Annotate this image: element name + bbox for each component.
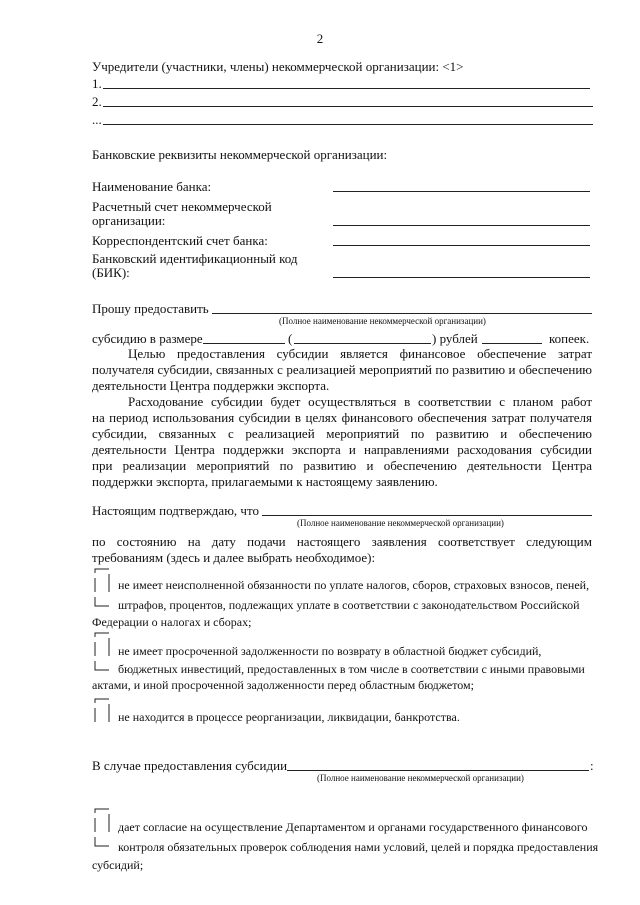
option-reorganization-line-1: не находится в процессе реорганизации, ликвидации, банкротства. <box>118 710 460 724</box>
founder-item-2-number: 2. <box>92 94 102 109</box>
founder-item-more-field[interactable] <box>103 124 593 125</box>
subsidy-amount-prefix: субсидию в размере <box>92 331 203 346</box>
purpose-line-1: Целью предоставления субсидии является финансовое обеспечение затрат <box>128 346 592 361</box>
option-debt-line-2: бюджетных инвестиций, предоставленных в том числе в соответствии с иными правовыми <box>118 662 585 676</box>
expense-line-4: деятельности Центра поддержки экспорта и направлениями расходования субсидии <box>92 442 592 457</box>
request-organization-hint: (Полное наименование некоммерческой организации) <box>279 316 486 326</box>
corr-account-label: Корреспондентский счет банка: <box>92 233 268 248</box>
subsidy-amount-open-paren: ( <box>288 331 293 346</box>
expense-line-6: поддержки экспорта, прилагаемыми к настоящему заявлению. <box>92 474 438 489</box>
corr-account-field[interactable] <box>333 245 590 246</box>
option-consent-line-2: контроля обязательных проверок соблюдения нами условий, целей и порядка предоставления <box>118 840 599 854</box>
expense-line-3: субсидии, связанных с реализацией мероприятий по развитию и обеспечению <box>92 426 592 441</box>
bik-field[interactable] <box>333 277 590 278</box>
subsidy-amount-words-field[interactable] <box>294 343 431 344</box>
option-debt-checkbox[interactable] <box>94 632 110 674</box>
expense-line-1: Расходование субсидии будет осуществляться в соответствии с планом работ <box>128 394 592 409</box>
confirm-organization-hint: (Полное наименование некоммерческой организации) <box>297 518 504 528</box>
subsidy-case-colon: : <box>590 758 594 773</box>
founder-item-2-field[interactable] <box>103 106 593 107</box>
bik-label-line2: (БИК): <box>92 265 130 280</box>
founder-item-1-number: 1. <box>92 76 102 91</box>
request-prefix: Прошу предоставить <box>92 301 209 316</box>
purpose-line-2: получателя субсидии, связанных с реализацией мероприятий по развитию и обеспечению <box>92 362 592 377</box>
expense-line-5: при реализации мероприятий по развитию и обеспечению деятельности Центра <box>92 458 592 473</box>
settlement-account-field[interactable] <box>333 225 590 226</box>
settlement-account-label-line1: Расчетный счет некоммерческой <box>92 199 272 214</box>
confirm-line-1: по состоянию на дату подачи настоящего заявления соответствует следующим <box>92 534 592 549</box>
founder-item-1-field[interactable] <box>103 88 590 89</box>
page-number: 2 <box>316 31 324 46</box>
option-debt-line-1: не имеет просроченной задолженности по возврату в областной бюджет субсидий, <box>118 644 542 658</box>
kopeks-label: копеек. <box>549 331 590 346</box>
rubles-label: ) рублей <box>432 331 478 346</box>
confirm-prefix: Настоящим подтверждаю, что <box>92 503 259 518</box>
subsidy-case-prefix: В случае предоставления субсидии <box>92 758 288 773</box>
request-organization-field[interactable] <box>212 313 592 314</box>
kopeks-field[interactable] <box>482 343 542 344</box>
option-tax-line-2: штрафов, процентов, подлежащих уплате в соответствии с законодательством Российской <box>118 598 580 612</box>
option-tax-line-3: Федерации о налогах и сборах; <box>92 615 252 629</box>
subsidy-case-organization-hint: (Полное наименование некоммерческой организации) <box>317 773 524 783</box>
expense-line-2: на период использования субсидии в целях финансового обеспечения затрат получателя <box>92 410 592 425</box>
founder-item-more-number: ... <box>92 112 102 127</box>
confirm-line-2: требованиям (здесь и далее выбрать необходимое): <box>92 550 376 565</box>
bank-title: Банковские реквизиты некоммерческой организации: <box>92 147 388 162</box>
subsidy-amount-digits-field[interactable] <box>203 343 285 344</box>
option-consent-checkbox[interactable] <box>94 808 110 850</box>
bank-name-label: Наименование банка: <box>92 179 212 194</box>
option-reorganization-checkbox[interactable] <box>94 698 110 726</box>
option-consent-line-3: субсидий; <box>92 858 144 872</box>
option-debt-line-3: актами, и иной просроченной задолженности перед областным бюджетом; <box>92 678 474 692</box>
settlement-account-label-line2: организации: <box>92 213 166 228</box>
purpose-line-3: деятельности Центра поддержки экспорта. <box>92 378 330 393</box>
subsidy-case-organization-field[interactable] <box>287 770 589 771</box>
option-tax-checkbox[interactable] <box>94 568 110 610</box>
option-consent-line-1: дает согласие на осуществление Департаментом и органами государственного финансового <box>118 820 588 834</box>
option-tax-line-1: не имеет неисполненной обязанности по уплате налогов, сборов, страховых взносов, пеней, <box>118 578 590 592</box>
bik-label-line1: Банковский идентификационный код <box>92 251 298 266</box>
bank-name-field[interactable] <box>333 191 590 192</box>
confirm-organization-field[interactable] <box>262 515 592 516</box>
founders-title: Учредители (участники, члены) некоммерческой организации: <1> <box>92 59 464 74</box>
